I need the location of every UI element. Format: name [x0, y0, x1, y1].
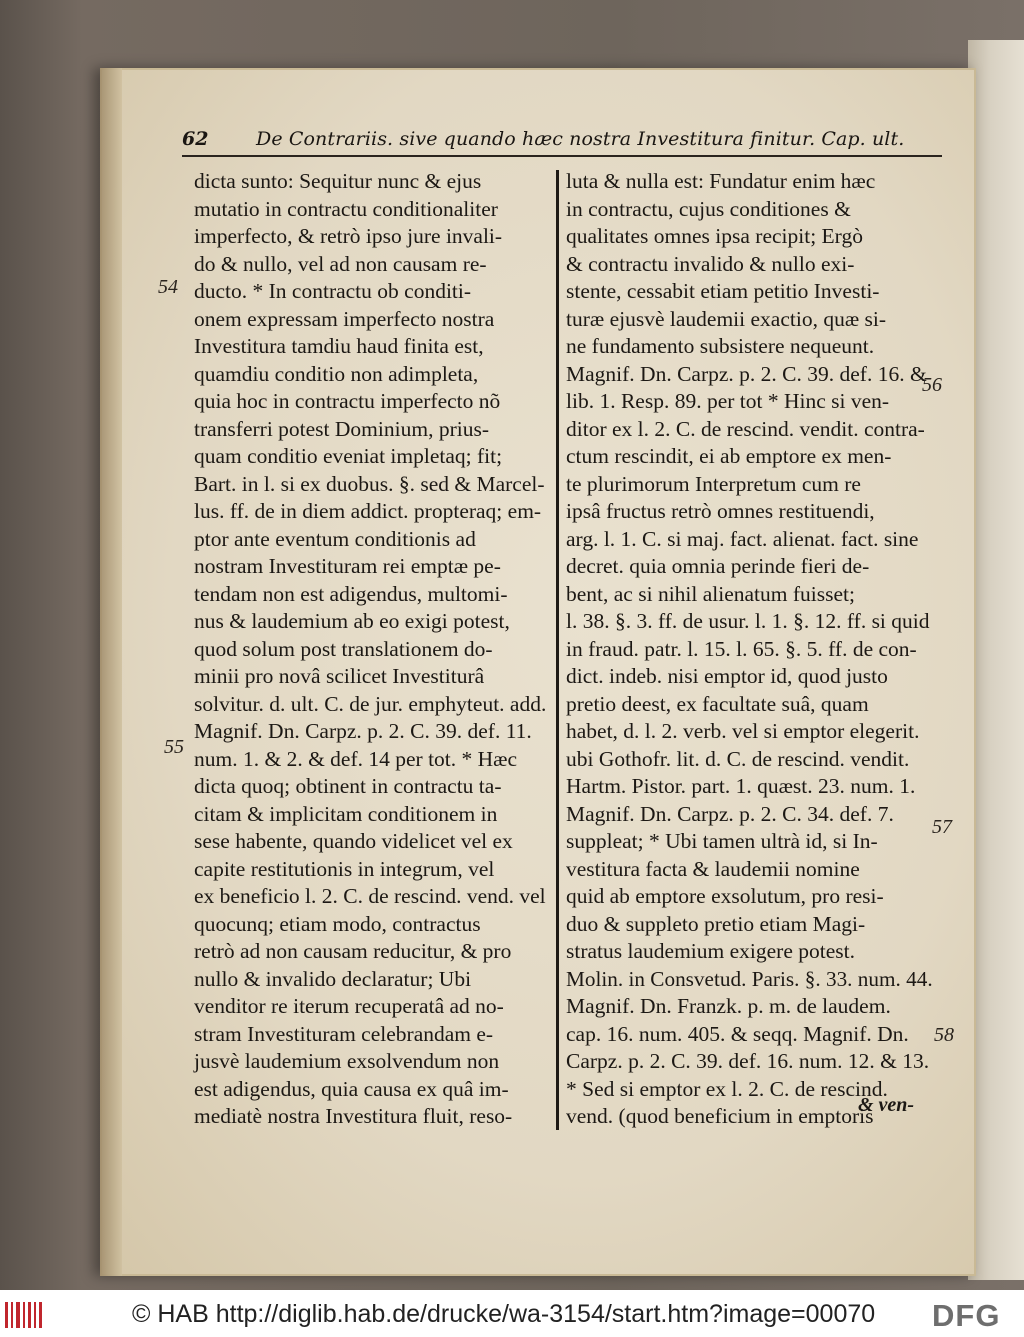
facing-page-edge	[968, 40, 1024, 1280]
text-line: ex beneficio l. 2. C. de rescind. vend. vel	[194, 884, 546, 908]
text-line: ipsâ fructus retrò omnes restituendi,	[566, 499, 875, 523]
text-line: luta & nulla est: Fundatur enim hæc	[566, 169, 876, 193]
left-column	[194, 168, 554, 1131]
text-line: nus & laudemium ab eo exigi potest,	[194, 609, 510, 633]
column-divider	[556, 170, 559, 1130]
page-number: 62	[182, 128, 209, 150]
text-line: ne fundamento subsistere nequeunt.	[566, 334, 875, 358]
text-line: citam & implicitam conditionem in	[194, 801, 498, 826]
text-line: habet, d. l. 2. verb. vel si emptor elegerit.	[566, 719, 920, 743]
text-line: quid ab emptore exsolutum, pro resi-	[566, 884, 884, 908]
text-line: quocunq; etiam modo, contractus	[194, 911, 481, 936]
dfg-logo: DFG	[932, 1298, 1001, 1333]
text-line: lus. ff. de in diem addict. propteraq; em-	[194, 499, 542, 523]
text-line: dicta sunto: Sequitur nunc & ejus	[194, 169, 482, 193]
text-line: Investitura tamdiu haud finita est,	[194, 334, 484, 358]
text-line: nullo & invalido declaratur; Ubi	[194, 966, 472, 991]
text-line: quam conditio eveniat impletaq; fit;	[194, 444, 503, 468]
text-line: decret. quia omnia perinde fieri de-	[566, 554, 870, 578]
text-line: stratus laudemium exigere potest.	[566, 939, 855, 963]
text-line: l. 38. §. 3. ff. de usur. l. 1. §. 12. ff. si quid	[566, 609, 930, 633]
text-line: te plurimorum Interpretum cum re	[566, 471, 861, 496]
text-line: qualitates omnes ipsa recipit; Ergò	[566, 224, 863, 248]
text-line: Magnif. Dn. Franzk. p. m. de laudem.	[566, 994, 891, 1018]
text-line: venditor re iterum recuperatâ ad no-	[194, 994, 504, 1018]
page-gutter-shadow	[100, 68, 122, 1276]
text-line: quia hoc in contractu imperfecto nõ	[194, 389, 501, 413]
text-line: Carpz. p. 2. C. 39. def. 16. num. 12. & 13.	[566, 1049, 930, 1073]
text-line: pretio deest, ex facultate suâ, quam	[566, 691, 869, 716]
footer-credit-link[interactable]: © HAB http://diglib.hab.de/drucke/wa-3154/start.htm?image=00070	[132, 1300, 876, 1328]
text-line: suppleat; * Ubi tamen ultrà id, si In-	[566, 829, 878, 853]
text-line: ctum rescindit, ei ab emptore ex men-	[566, 444, 892, 468]
text-line: bent, ac si nihil alienatum fuisset;	[566, 581, 855, 606]
text-line: sese habente, quando videlicet vel ex	[194, 829, 513, 853]
text-line: onem expressam imperfecto nostra	[194, 306, 495, 331]
margin-number-56: 56	[922, 374, 942, 396]
text-line: * Sed si emptor ex l. 2. C. de rescind.	[566, 1076, 888, 1101]
text-line: capite restitutionis in integrum, vel	[194, 856, 495, 881]
text-line: in contractu, cujus conditiones &	[566, 196, 851, 221]
text-line: vend. (quod beneficium in emptoris	[566, 1104, 874, 1128]
text-line: Magnif. Dn. Carpz. p. 2. C. 39. def. 11.	[194, 719, 532, 743]
text-line: nostram Investituram rei emptæ pe-	[194, 554, 501, 578]
text-line: Molin. in Consvetud. Paris. §. 33. num. 44.	[566, 966, 933, 991]
text-line: num. 1. & 2. & def. 14 per tot. * Hæc	[194, 746, 518, 771]
text-line: ditor ex l. 2. C. de rescind. vendit. contra-	[566, 416, 925, 441]
text-line: mutatio in contractu conditionaliter	[194, 196, 498, 221]
text-line: duo & suppleto pretio etiam Magi-	[566, 911, 866, 936]
text-line: Magnif. Dn. Carpz. p. 2. C. 39. def. 16. &	[566, 361, 927, 386]
margin-number-57: 57	[932, 816, 952, 838]
text-line: minii pro novâ scilicet Investiturâ	[194, 664, 485, 688]
text-line: Hartm. Pistor. part. 1. quæst. 23. num. 1.	[566, 774, 916, 798]
text-line: dicta quoq; obtinent in contractu ta-	[194, 774, 502, 798]
text-line: quamdiu conditio non adimpleta,	[194, 361, 479, 386]
text-line: stente, cessabit etiam petitio Investi-	[566, 279, 880, 303]
margin-number-58: 58	[934, 1024, 954, 1046]
text-line: dict. indeb. nisi emptor id, quod justo	[566, 664, 888, 688]
catchword: & ven-	[858, 1094, 915, 1116]
header-rule	[182, 155, 942, 157]
text-line: tendam non est adigendus, multomi-	[194, 581, 508, 606]
text-line: arg. l. 1. C. si maj. fact. alienat. fact. sine	[566, 526, 919, 551]
text-line: turæ ejusvè laudemii exactio, quæ si-	[566, 306, 887, 331]
text-line: & contractu invalido & nullo exi-	[566, 251, 855, 276]
text-line: jusvè laudemium exsolvendum non	[194, 1049, 500, 1073]
text-line: stram Investituram celebrandam e-	[194, 1021, 494, 1046]
text-line: retrò ad non causam reducitur, & pro	[194, 939, 512, 963]
margin-number-55: 55	[164, 736, 184, 758]
page-header	[182, 128, 942, 158]
margin-number-54: 54	[158, 276, 178, 298]
text-line: lib. 1. Resp. 89. per tot * Hinc si ven-	[566, 389, 890, 413]
text-line: in fraud. patr. l. 15. l. 65. §. 5. ff. de con-	[566, 636, 917, 661]
text-line: solvitur. d. ult. C. de jur. emphyteut. add.	[194, 691, 547, 716]
hab-barcode-logo-icon	[4, 1300, 44, 1330]
text-line: do & nullo, vel ad non causam re-	[194, 251, 487, 276]
text-line: est adigendus, quia causa ex quâ im-	[194, 1076, 509, 1101]
text-line: Bart. in l. si ex duobus. §. sed & Marcel-	[194, 471, 545, 496]
text-line: quod solum post translationem do-	[194, 636, 493, 661]
text-line: mediatè nostra Investitura fluit, reso-	[194, 1104, 513, 1128]
running-title: De Contrariis. sive quando hæc nostra Investitura finitur. Cap. ult.	[256, 128, 905, 150]
text-line: Magnif. Dn. Carpz. p. 2. C. 34. def. 7.	[566, 801, 894, 826]
text-line: ubi Gothofr. lit. d. C. de rescind. vendit.	[566, 746, 910, 771]
text-line: transferri potest Dominium, prius-	[194, 416, 489, 441]
text-line: imperfecto, & retrò ipso jure invali-	[194, 224, 503, 248]
text-line: cap. 16. num. 405. & seqq. Magnif. Dn.	[566, 1021, 909, 1046]
text-line: ducto. * In contractu ob conditi-	[194, 279, 472, 303]
text-line: ptor ante eventum conditionis ad	[194, 526, 476, 551]
right-column	[566, 168, 932, 1131]
text-line: vestitura facta & laudemii nomine	[566, 856, 860, 881]
